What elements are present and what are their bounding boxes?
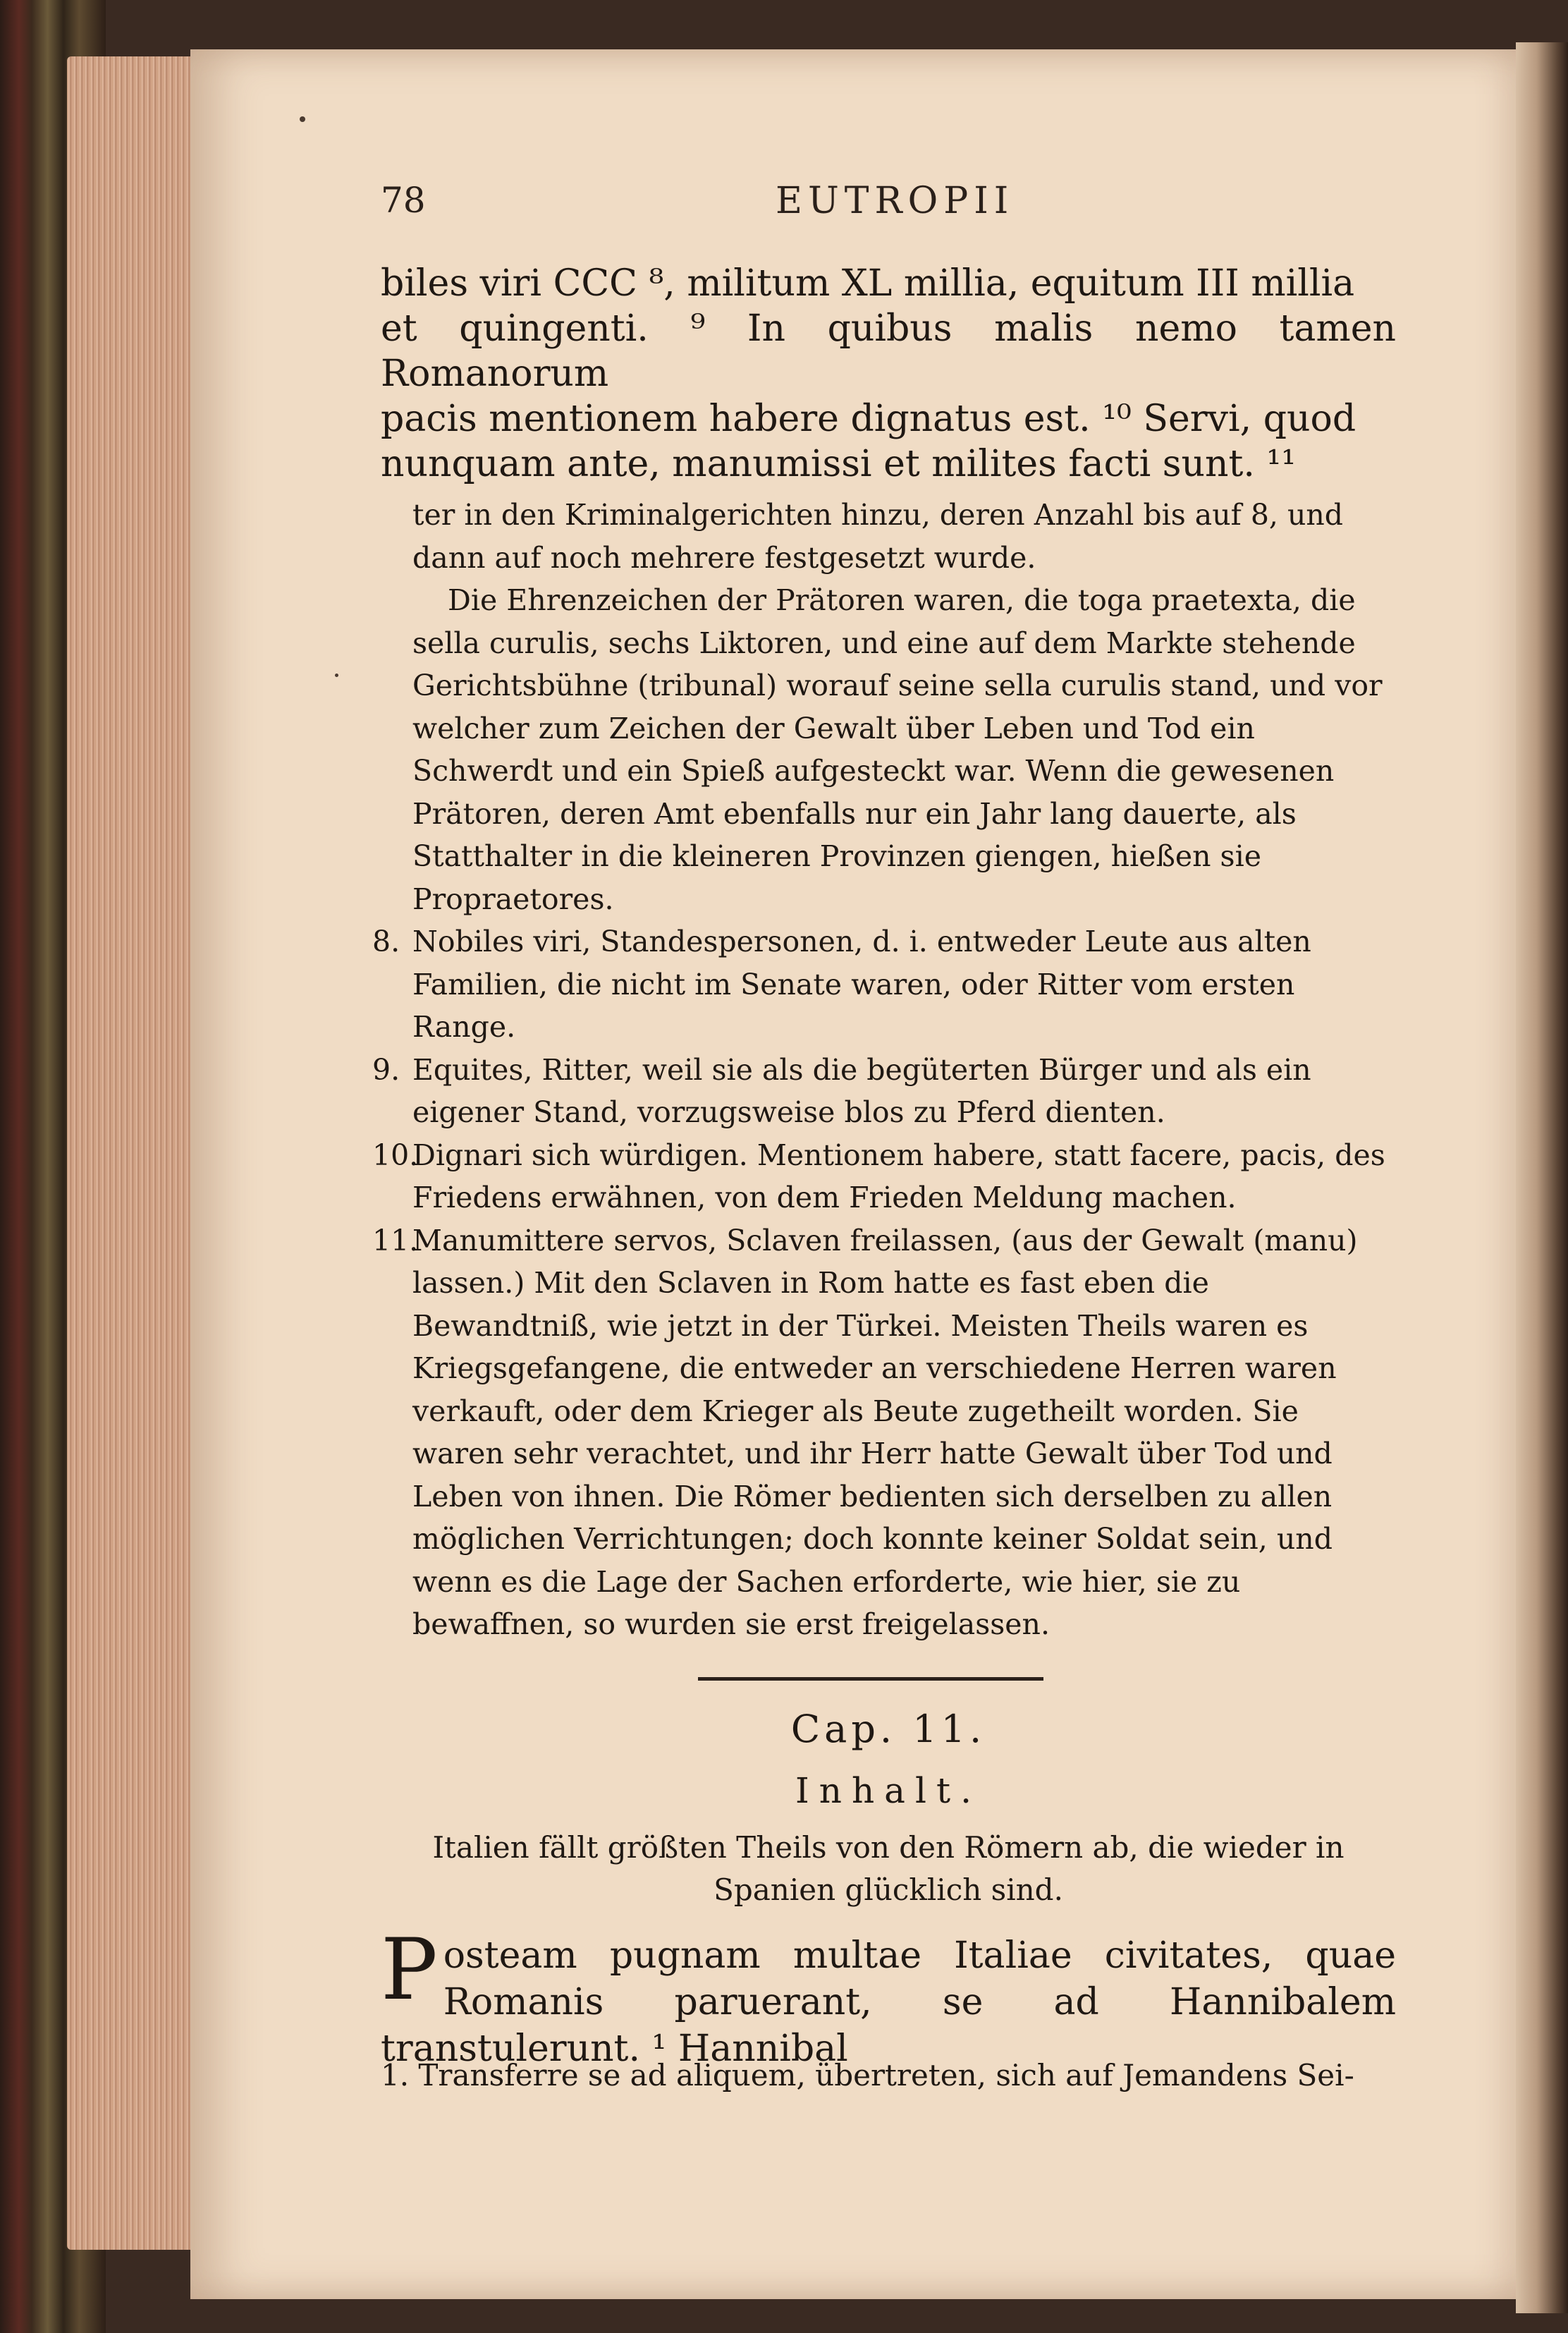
note-continuation: ter in den Kriminalgerichten hinzu, deren Anzahl bis auf 8, und dann auf noch mehrere festgesetzt wurde. <box>412 498 1344 575</box>
section-divider <box>698 1677 1043 1681</box>
page-number: 78 <box>381 180 426 221</box>
drop-cap: P <box>381 1921 438 2019</box>
page-edges <box>67 56 208 2250</box>
note-praetor: Die Ehrenzeichen der Prätoren waren, die toga praetexta, die sella curulis, sechs Liktoren, und eine auf dem Markte stehende Gerichtsbühne (tribunal) worauf seine sella curulis stand, und vor welcher zum Zeichen der Gewalt über Leben und Tod ein Schwerdt und ein Spieß aufgesteckt war. Wenn die gewesenen Prätoren, deren Amt ebenfalls nur ein Jahr lang dauerte, als Statthalter in die kleineren Provinzen giengen, hießen sie Propraetores. <box>412 583 1383 916</box>
chapter-text: osteam pugnam multae Italiae civitates, quae Romanis paruerant, se ad Hannibalem transtulerunt. ¹ Hannibal <box>381 1935 1396 2070</box>
footnote: 1. Transferre se ad aliquem, übertreten, sich auf Jemandens Sei- <box>381 2058 1354 2093</box>
note-item <box>372 1134 1396 1219</box>
paper-speck <box>335 674 338 677</box>
note-number: 10. <box>372 1138 419 1172</box>
latin-line: et quingenti. ⁹ In quibus malis nemo tamen Romanorum <box>381 307 1396 395</box>
note-text: Equites, Ritter, weil sie als die begüterten Bürger und als ein eigener Stand, vorzugsweise blos zu Pferd dienten. <box>412 1052 1311 1129</box>
note-number: 8. <box>372 925 400 958</box>
latin-line: pacis mentionem habere dignatus est. ¹⁰ Servi, quod <box>381 398 1356 440</box>
inhalt-heading: Inhalt. <box>795 1770 981 1811</box>
book-gutter-right <box>1516 42 1568 2313</box>
note-number: 9. <box>372 1052 400 1087</box>
chapter-title: Cap. 11. <box>790 1707 986 1751</box>
latin-text-top <box>381 261 1396 487</box>
note-item <box>372 1219 1396 1646</box>
note-text: Manumittere servos, Sclaven freilassen, (aus der Gewalt (manu) lassen.) Mit den Sclaven in Rom hatte es fast eben die Bewandtniß, wie jetzt in der Türkei. Meisten Theils waren es Kriegsgefangene, die entweder an verschiedene Herren waren verkauft, oder dem Krieger als Beute zugetheilt worden. Sie waren sehr verachtet, und ihr Herr hatte Gewalt über Tod und Leben von ihnen. Die Römer bedienten sich derselben zu allen möglichen Verrichtungen; doch konnte keiner Soldat sein, und wenn es die Lage der Sachen erforderte, wie hier, sie zu bewaffnen, so wurden sie erst freigelassen. <box>412 1223 1358 1641</box>
chapter-body <box>381 1921 1396 2072</box>
note-item <box>372 920 1396 1049</box>
latin-line: biles viri CCC ⁸, militum XL millia, equitum III millia <box>381 262 1355 305</box>
note-number: 11. <box>372 1223 419 1257</box>
inhalt-summary: Italien fällt größten Theils von den Römern ab, die wieder in Spanien glücklich sind. <box>432 1830 1345 1907</box>
note-text: Dignari sich würdigen. Mentionem habere, statt facere, pacis, des Friedens erwähnen, von dem Frieden Meldung machen. <box>412 1138 1385 1214</box>
latin-line: nunquam ante, manumissi et milites facti sunt. ¹¹ <box>381 443 1297 485</box>
paper-speck <box>300 116 305 122</box>
note-item <box>372 1049 1396 1134</box>
note-text: Nobiles viri, Standespersonen, d. i. entweder Leute aus alten Familien, die nicht im Senate waren, oder Ritter vom ersten Range. <box>412 925 1311 1044</box>
commentary-notes <box>372 494 1396 1646</box>
running-title: EUTROPII <box>776 180 1015 222</box>
page-header <box>381 180 1396 243</box>
